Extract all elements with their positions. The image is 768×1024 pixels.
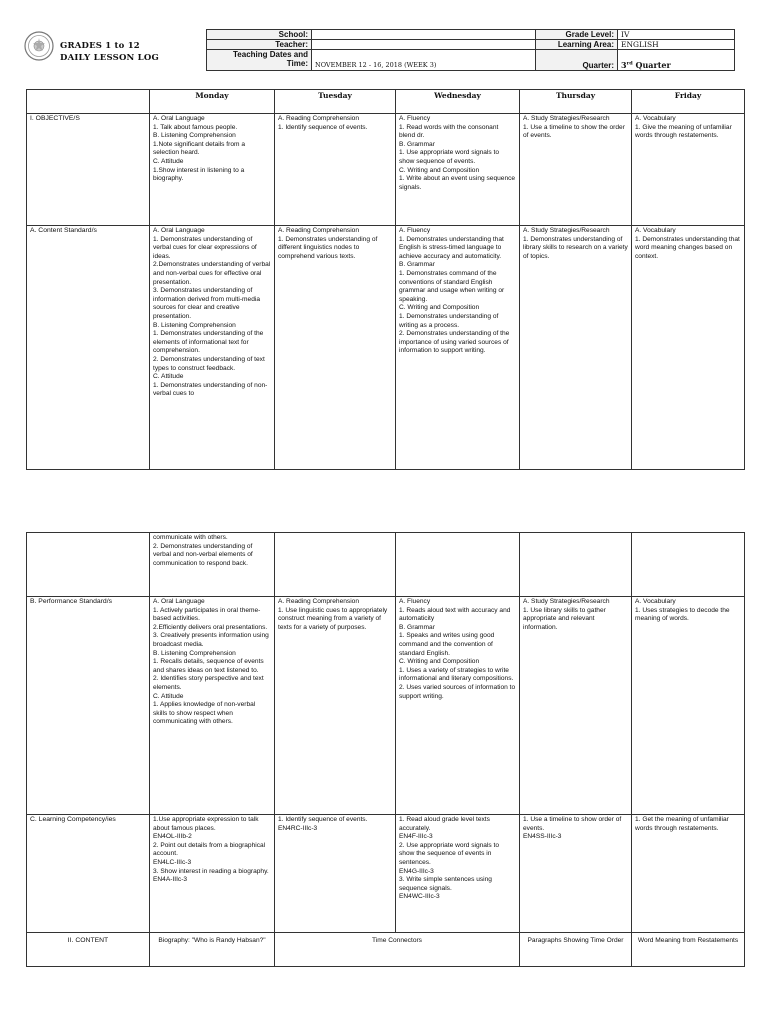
cell-line: 3. Demonstrates understanding of information derived from multi-media sources for clear and creative presentation. [153, 287, 261, 320]
cell-line: 1. Demonstrates understanding of library skills to research on a variety of topics. [523, 235, 628, 260]
learning-area-label: Learning Area: [536, 40, 618, 50]
cell-line: 1. Applies knowledge of non-verbal skills to show respect when communicating with others. [153, 701, 256, 726]
cell-line: 1. Use a timeline to show the order of events. [523, 123, 625, 140]
cell-line: communicate with others. [153, 534, 228, 541]
cell-line: 1. Read aloud grade level texts accurately. [399, 816, 490, 832]
day-header-tuesday: Tuesday [275, 90, 396, 114]
cell-line: A. Fluency [399, 227, 431, 234]
cell-line: 2. Demonstrates understanding of the importance of using varied sources of information to support writing. [399, 330, 510, 355]
content-tuesday-wednesday: Time Connectors [275, 933, 520, 967]
cell-line: 1. Uses a variety of strategies to write informational and literary compositions. [399, 666, 514, 683]
continued-tuesday-cell [275, 533, 396, 597]
content-row [27, 933, 745, 967]
cell-line: 2. Identifies story perspective and text elements. [153, 675, 264, 691]
quarter-number: 3 [621, 60, 627, 70]
content-monday: Biography: "Who is Randy Habsan?" [150, 933, 275, 967]
cell-line: A. Vocabulary [635, 227, 676, 234]
cell-line: 2. Demonstrates understanding of verbal and non-verbal elements of communication to respond back. [153, 542, 253, 567]
deped-seal-icon [24, 31, 54, 61]
cell-line: A. Reading Comprehension [278, 598, 360, 605]
continued-label-cell [27, 533, 150, 597]
day-header-thursday: Thursday [520, 90, 632, 114]
cell-line: EN4LC-IIIc-3 [153, 858, 192, 866]
cell-line: EN4F-IIIc-3 [399, 833, 433, 841]
cell-line: B. Grammar [399, 140, 435, 148]
content-friday: Word Meaning from Restatements [632, 933, 745, 967]
day-header-monday: Monday [150, 90, 275, 114]
objectives-tuesday [275, 114, 396, 226]
cell-line: 1. Identify sequence of events. [278, 816, 368, 823]
quarter-value [618, 50, 735, 71]
cell-line: 1. Demonstrates understanding of non-verbal cues to [153, 381, 268, 398]
cell-line: C. Attitude [153, 157, 184, 165]
cell-line: 1. Speaks and writes using good command and the convention of standard English. [399, 632, 495, 657]
cell-line: 2. Point out details from a biographical account. [153, 841, 266, 858]
content-label: II. CONTENT [27, 933, 150, 967]
cell-line: 3. Show interest in reading a biography. [153, 867, 269, 875]
lesson-log-table-page2 [26, 532, 745, 967]
day-header-row [27, 90, 745, 114]
cell-line: A. Oral Language [153, 227, 205, 234]
quarter-suffix: rd [626, 60, 633, 67]
content-standards-thursday [520, 226, 632, 470]
cell-line: 1. Use a timeline to show order of events. [523, 816, 622, 832]
cell-line: 2. Demonstrates understanding of text types to construct feedback. [153, 355, 265, 372]
cell-line: B. Listening Comprehension [153, 649, 236, 657]
learning-area-value: ENGLISH [618, 40, 735, 50]
content-standards-wednesday [396, 226, 520, 470]
cell-line: B. Grammar [399, 261, 435, 269]
cell-line: A. Study Strategies/Research [523, 227, 610, 234]
cell-line: 1. Read words with the consonant blend dr. [399, 123, 499, 140]
cell-line: 1. Demonstrates understanding of the elements of informational text for comprehension. [153, 330, 264, 355]
cell-line: 1. Demonstrates understanding of writing as a process. [399, 312, 499, 329]
content-thursday: Paragraphs Showing Time Order [520, 933, 632, 967]
cell-line: A. Fluency [399, 598, 431, 605]
learning-competency-monday [150, 815, 275, 933]
cell-line: A. Reading Comprehension [278, 115, 360, 122]
content-standards-tuesday [275, 226, 396, 470]
cell-line: B. Listening Comprehension [153, 321, 236, 329]
cell-line: 1. Recalls details, sequence of events and shares ideas on text listened to. [153, 658, 264, 674]
day-header-wednesday: Wednesday [396, 90, 520, 114]
cell-line: 1. Give the meaning of unfamiliar words through restatements. [635, 123, 732, 140]
learning-competency-wednesday [396, 815, 520, 933]
cell-line: 1. Reads aloud text with accuracy and automaticity [399, 606, 511, 623]
grade-label: Grade Level: [536, 30, 618, 40]
content-standards-continued-row [27, 533, 745, 597]
cell-line: A. Vocabulary [635, 598, 676, 605]
teacher-value [312, 40, 536, 50]
school-label: School: [207, 30, 312, 40]
cell-line: 1. Demonstrates understanding of different linguistics nodes to comprehend various texts. [278, 235, 378, 260]
cell-line: 1. Get the meaning of unfamiliar words through restatements. [635, 816, 729, 832]
school-value [312, 30, 536, 40]
performance-standards-label: B. Performance Standard/s [27, 597, 150, 815]
cell-line: A. Study Strategies/Research [523, 598, 610, 605]
cell-line: C. Attitude [153, 373, 184, 381]
cell-line: A. Reading Comprehension [278, 227, 360, 234]
cell-line: C. Writing and Composition [399, 658, 480, 666]
cell-line: 1. Demonstrates command of the conventions of standard English grammar and usage when writing or speaking. [399, 269, 505, 303]
quarter-label: Quarter: [536, 50, 618, 71]
cell-line: 2. Uses varied sources of information to support writing. [399, 683, 516, 700]
cell-line: 1.Note significant details from a selection heard. [153, 140, 245, 157]
cell-line: 1. Demonstrates understanding that English is stress-timed language to achieve accuracy and automaticity. [399, 235, 504, 260]
cell-line: C. Writing and Composition [399, 304, 480, 312]
content-standards-label: A. Content Standard/s [27, 226, 150, 470]
cell-line: 1. Identify sequence of events. [278, 123, 368, 131]
objectives-label: I. OBJECTIVE/S [27, 114, 150, 226]
learning-competency-tuesday [275, 815, 396, 933]
lesson-log-table-page1 [26, 89, 745, 470]
learning-competency-row [27, 815, 745, 933]
cell-line: B. Listening Comprehension [153, 132, 236, 140]
cell-line: 1. Talk about famous people. [153, 123, 238, 131]
grade-value: IV [618, 30, 735, 40]
cell-line: A. Oral Language [153, 115, 205, 122]
performance-standards-row [27, 597, 745, 815]
cell-line: 1.Show interest in listening to a biography. [153, 166, 245, 183]
cell-line: A. Fluency [399, 115, 431, 122]
content-standards-monday [150, 226, 275, 470]
cell-line: 1. Write about an event using sequence signals. [399, 175, 516, 191]
cell-line: EN4WC-IIIc-3 [399, 893, 440, 901]
content-standards-row [27, 226, 745, 470]
objectives-friday [632, 114, 745, 226]
learning-competency-thursday [520, 815, 632, 933]
learning-competency-label: C. Learning Competency/ies [27, 815, 150, 933]
performance-standards-wednesday [396, 597, 520, 815]
objectives-monday [150, 114, 275, 226]
cell-line: EN4A-IIIc-3 [153, 876, 188, 884]
dates-value: NOVEMBER 12 - 16, 2018 (WEEK 3) [312, 50, 536, 71]
cell-line: EN4G-IIIc-3 [399, 867, 434, 875]
cell-line: 1.Use appropriate expression to talk about famous places. [153, 816, 259, 832]
cell-line: A. Study Strategies/Research [523, 115, 610, 122]
cell-line: A. Oral Language [153, 598, 205, 605]
objectives-wednesday [396, 114, 520, 226]
title-line-1: GRADES 1 to 12 [60, 41, 140, 51]
cell-line: 1. Actively participates in oral theme-based activities. [153, 606, 261, 623]
cell-line: 1. Use library skills to gather appropriate and relevant information. [523, 606, 606, 631]
objectives-row [27, 114, 745, 226]
title-line-2: DAILY LESSON LOG [60, 53, 159, 63]
cell-line: A. Vocabulary [635, 115, 676, 122]
continued-wednesday-cell [396, 533, 520, 597]
continued-thursday-cell [520, 533, 632, 597]
quarter-word: Quarter [632, 60, 671, 70]
header-title [60, 40, 159, 64]
corner-cell [27, 90, 150, 114]
cell-line: EN4SS-IIIc-3 [523, 833, 562, 841]
cell-line: 3. Creatively presents information using broadcast media. [153, 632, 269, 648]
content-standards-monday-continued [150, 533, 275, 597]
performance-standards-friday [632, 597, 745, 815]
cell-line: C. Writing and Composition [399, 166, 480, 174]
cell-line: 3. Write simple sentences using sequence signals. [399, 876, 492, 892]
teacher-label: Teacher: [207, 40, 312, 50]
performance-standards-monday [150, 597, 275, 815]
continued-friday-cell [632, 533, 745, 597]
cell-line: B. Grammar [399, 623, 435, 631]
content-standards-friday [632, 226, 745, 470]
cell-line: C. Attitude [153, 692, 184, 700]
cell-line: 1. Use linguistic cues to appropriately construct meaning from a variety of texts for a variety of purposes. [278, 606, 388, 631]
objectives-thursday [520, 114, 632, 226]
cell-line: 2.Efficiently delivers oral presentations. [153, 623, 268, 631]
cell-line: EN4OL-IIIb-2 [153, 833, 192, 841]
cell-line: 1. Demonstrates understanding of verbal cues for clear expressions of ideas. [153, 235, 257, 260]
learning-competency-friday [632, 815, 745, 933]
cell-line: 2.Demonstrates understanding of verbal and non-verbal cues for effective oral presentation. [153, 261, 271, 286]
dates-label: Teaching Dates and Time: [207, 50, 312, 71]
cell-line: EN4RC-IIIc-3 [278, 824, 318, 832]
performance-standards-tuesday [275, 597, 396, 815]
day-header-friday: Friday [632, 90, 745, 114]
cell-line: 1. Use appropriate word signals to show sequence of events. [399, 149, 500, 165]
cell-line: 1. Uses strategies to decode the meaning of words. [635, 606, 730, 623]
cell-line: 2. Use appropriate word signals to show the sequence of events in sentences. [399, 841, 500, 866]
header-info-table [206, 29, 735, 71]
performance-standards-thursday [520, 597, 632, 815]
cell-line: 1. Demonstrates understanding that word meaning changes based on context. [635, 235, 740, 260]
